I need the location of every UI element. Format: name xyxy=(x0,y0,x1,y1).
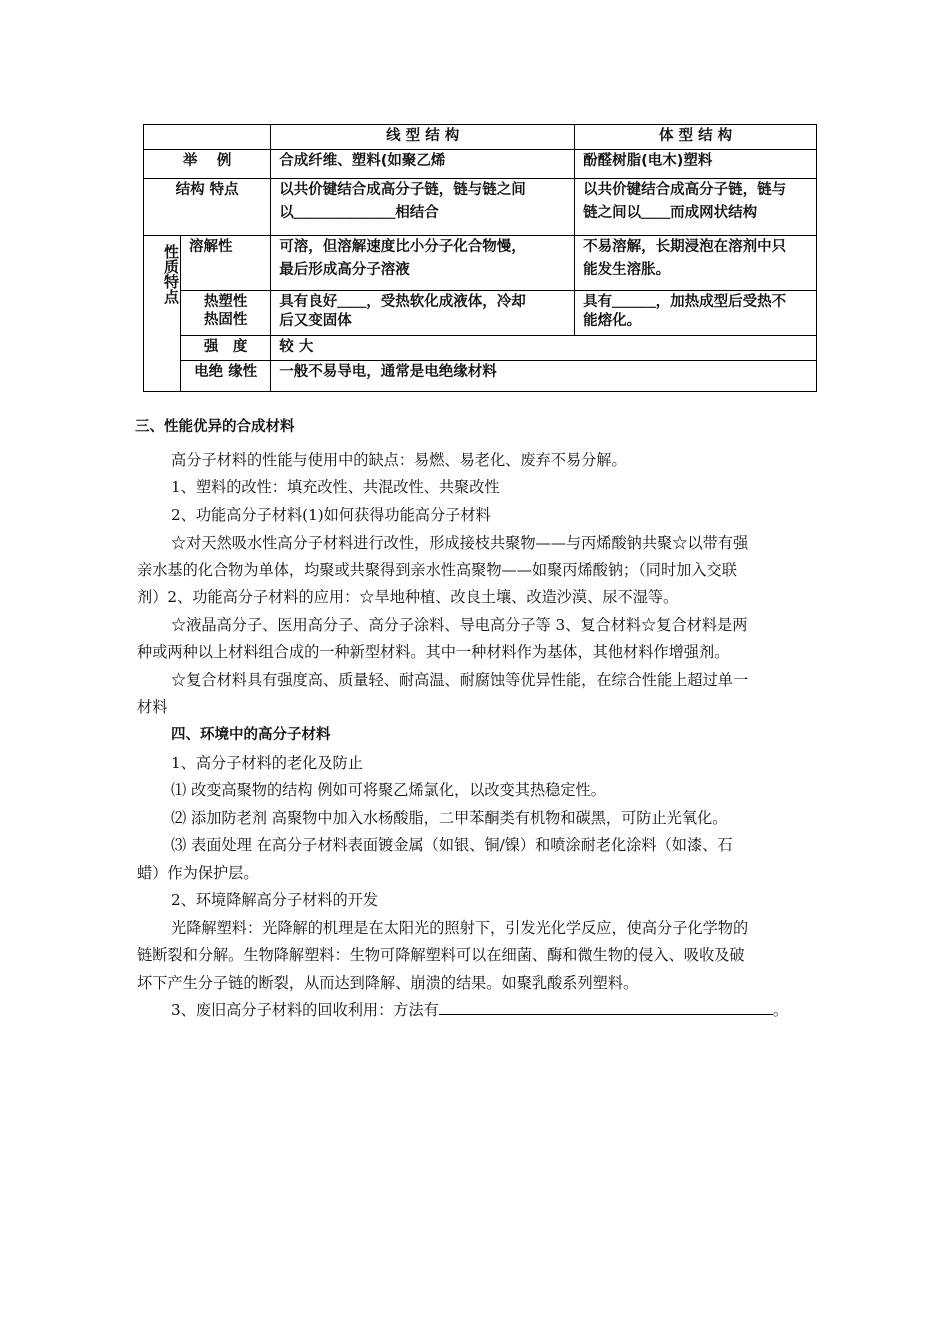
table-row-strength xyxy=(144,336,817,361)
cell-insulation-value: 一般不易导电，通常是电绝缘材料 xyxy=(271,361,817,392)
cell-line: 链之间以＿＿而成网状结构 xyxy=(583,205,758,221)
paragraph: ☆对天然吸水性高分子材料进行改性，形成接枝共聚物——与丙烯酸钠共聚☆以带有强 xyxy=(171,534,749,552)
cell-example-network: 酚醛树脂(电木)塑料 xyxy=(575,150,817,179)
paragraph: ⑴ 改变高聚物的结构 例如可将聚乙烯氯化，以改变其热稳定性。 xyxy=(171,781,606,799)
paragraph: ⑶ 表面处理 在高分子材料表面镀金属（如银、铜/镍）和喷涂耐老化涂料（如漆、石 xyxy=(171,836,733,854)
cell-line: 能发生溶胀。 xyxy=(583,262,671,278)
paragraph: 种或两种以上材料组合成的一种新型材料。其中一种材料作为基体，其他材料作增强剂。 xyxy=(137,643,730,661)
cell-line: 后又变固体 xyxy=(279,313,352,329)
polymer-structure-table xyxy=(143,124,817,392)
paragraph: 2、环境降解高分子材料的开发 xyxy=(171,891,379,909)
cell-line: 热固性 xyxy=(203,312,248,328)
cell-line: 具有良好＿＿，受热软化成液体，冷却 xyxy=(279,294,526,310)
cell-structure-network xyxy=(575,179,817,236)
row-label-thermal xyxy=(181,291,271,336)
table-corner-cell xyxy=(144,125,271,150)
paragraph: 剂）2、功能高分子材料的应用：☆旱地种植、改良土壤、改造沙漠、尿不湿等。 xyxy=(137,588,679,606)
recycling-prefix: 3、废旧高分子材料的回收利用：方法有 xyxy=(171,1001,439,1019)
paragraph: 1、高分子材料的老化及防止 xyxy=(171,754,363,772)
table-header-row xyxy=(144,125,817,150)
section-4-title: 四、环境中的高分子材料 xyxy=(171,727,331,743)
cell-line: 能熔化。 xyxy=(583,313,642,329)
cell-line: 以共价键结合成高分子链，链与 xyxy=(583,182,787,198)
table-row-thermal xyxy=(144,291,817,336)
table-row-insulation xyxy=(144,361,817,392)
paragraph: 蜡）作为保护层。 xyxy=(137,864,259,882)
row-group-label-properties: 性质特点 xyxy=(144,236,181,392)
header-linear-structure: 线 型 结 构 xyxy=(271,125,575,150)
cell-line: 以＿＿＿＿＿＿＿相结合 xyxy=(279,205,439,221)
cell-example-linear: 合成纤维、塑料(如聚乙烯 xyxy=(271,150,575,179)
cell-solubility-linear xyxy=(271,236,575,291)
recycling-suffix: 。 xyxy=(772,1001,789,1019)
cell-line: 具有＿＿＿，加热成型后受热不 xyxy=(583,294,787,310)
paragraph: 坏下产生分子链的断裂，从而达到降解、崩溃的结果。如聚乳酸系列塑料。 xyxy=(137,974,639,992)
paragraph: 材料 xyxy=(137,698,168,716)
paragraph-recycling xyxy=(171,997,788,1023)
row-label-example: 举 例 xyxy=(144,150,271,179)
paragraph: 光降解塑料：光降解的机理是在太阳光的照射下，引发光化学反应，使高分子化学物的 xyxy=(171,919,749,937)
row-label-insulation: 电绝 缘性 xyxy=(181,361,271,392)
row-label-structure: 结构 特点 xyxy=(144,179,271,236)
cell-solubility-network xyxy=(575,236,817,291)
paragraph: ☆复合材料具有强度高、质量轻、耐高温、耐腐蚀等优异性能，在综合性能上超过单一 xyxy=(171,671,749,689)
cell-line: 以共价键结合成高分子链，链与链之间 xyxy=(279,182,526,198)
paragraph: 亲水基的化合物为单体，均聚或共聚得到亲水性高聚物——如聚丙烯酸钠；（同时加入交联 xyxy=(137,561,737,579)
answer-blank[interactable] xyxy=(439,998,773,1015)
cell-thermal-linear xyxy=(271,291,575,336)
table-row-structure xyxy=(144,179,817,236)
cell-line: 可溶，但溶解速度比小分子化合物慢， xyxy=(279,239,526,255)
paragraph: 高分子材料的性能与使用中的缺点：易燃、易老化、废弃不易分解。 xyxy=(171,451,627,469)
paragraph: 链断裂和分解。生物降解塑料：生物可降解塑料可以在细菌、酶和微生物的侵入、吸收及破 xyxy=(137,946,745,964)
cell-strength-value: 较 大 xyxy=(271,336,817,361)
cell-thermal-network xyxy=(575,291,817,336)
cell-line: 不易溶解，长期浸泡在溶剂中只 xyxy=(583,239,787,255)
cell-line: 热塑性 xyxy=(203,294,248,310)
cell-line: 最后形成高分子溶液 xyxy=(279,262,410,278)
row-label-solubility: 溶解性 xyxy=(181,236,271,291)
paragraph: ☆液晶高分子、医用高分子、高分子涂料、导电高分子等 3、复合材料☆复合材料是两 xyxy=(171,616,748,634)
table-row-example xyxy=(144,150,817,179)
paragraph: 1、塑料的改性：填充改性、共混改性、共聚改性 xyxy=(171,478,500,496)
paragraph: ⑵ 添加防老剂 高聚物中加入水杨酸脂，二甲苯酮类有机物和碳黑，可防止光氧化。 xyxy=(171,809,728,827)
row-label-strength: 强 度 xyxy=(181,336,271,361)
section-3-title: 三、性能优异的合成材料 xyxy=(135,419,295,435)
table-row-solubility xyxy=(144,236,817,291)
paragraph: 2、功能高分子材料(1)如何获得功能高分子材料 xyxy=(171,506,491,524)
header-network-structure: 体 型 结 构 xyxy=(575,125,817,150)
cell-structure-linear xyxy=(271,179,575,236)
